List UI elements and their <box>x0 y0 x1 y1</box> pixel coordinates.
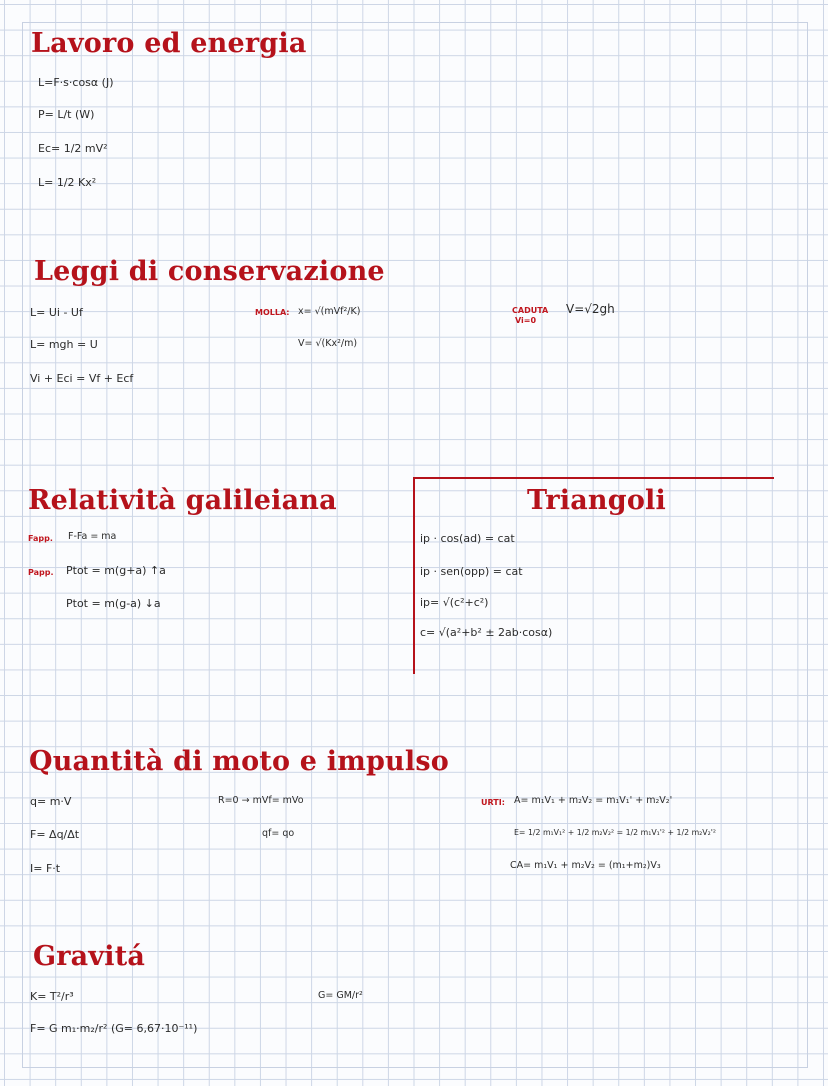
formula-tri-3: ip= √(c²+c²) <box>420 596 489 609</box>
label-papp: Papp. <box>28 568 54 577</box>
formula-tri-2: ip · sen(opp) = cat <box>420 565 523 578</box>
formula-urti-1: A= m₁V₁ + m₂V₂ = m₁V₁' + m₂V₂' <box>514 795 673 806</box>
label-molla: MOLLA: <box>255 308 290 317</box>
formula-grav-2: F= G m₁·m₂/r² (G= 6,67·10⁻¹¹) <box>30 1022 198 1035</box>
formula-cons-1: L= Ui - Uf <box>30 306 83 319</box>
heading-lavoro: Lavoro ed energia <box>31 28 307 59</box>
formula-potenza: P= L/t (W) <box>38 108 95 121</box>
label-fapp: Fapp. <box>28 534 53 543</box>
formula-energia-cinetica: Ec= 1/2 mV² <box>38 142 108 155</box>
formula-caduta: V=√2gh <box>566 302 615 316</box>
formula-papp-1: Ptot = m(g+a) ↑a <box>66 564 166 577</box>
label-caduta-sub: Vi=0 <box>515 316 537 325</box>
triangoli-left-border <box>413 478 415 674</box>
formula-qm-2: F= Δq/Δt <box>30 828 80 841</box>
heading-quantita: Quantità di moto e impulso <box>29 746 449 777</box>
formula-urti-3: CA= m₁V₁ + m₂V₂ = (m₁+m₂)V₃ <box>510 860 661 871</box>
heading-relativita: Relatività galileiana <box>28 485 337 516</box>
triangoli-top-border <box>413 477 774 479</box>
formula-papp-2: Ptot = m(g-a) ↓a <box>66 597 161 610</box>
heading-conservazione: Leggi di conservazione <box>34 256 385 287</box>
formula-lavoro-molla: L= 1/2 Kx² <box>38 176 97 189</box>
formula-grav-1: K= T²/r³ <box>30 990 74 1003</box>
formula-urti-2: E= 1/2 m₁V₁² + 1/2 m₂V₂² = 1/2 m₁V₁'² + 1/2 m₂V₂'² <box>514 828 717 837</box>
formula-molla-2: V= √(Kx²/m) <box>298 338 358 349</box>
heading-gravita: Gravitá <box>33 941 146 972</box>
heading-triangoli: Triangoli <box>527 485 666 516</box>
label-urti: URTI: <box>481 798 505 807</box>
formula-cons-3: Vi + Eci = Vf + Ecf <box>30 372 134 385</box>
formula-cons-2: L= mgh = U <box>30 338 98 351</box>
page-border <box>22 22 808 1068</box>
formula-molla-1: x= √(mVf²/K) <box>298 306 361 317</box>
formula-qm-mid-1: R=0 → mVf= mVo <box>218 795 304 806</box>
formula-tri-4: c= √(a²+b² ± 2ab·cosα) <box>420 626 553 639</box>
label-caduta: CADUTA <box>512 306 549 315</box>
formula-fapp: F-Fa = ma <box>68 531 117 542</box>
formula-qm-1: q= m·V <box>30 795 72 808</box>
formula-qm-mid-2: qf= qo <box>262 828 295 839</box>
formula-grav-side: G= GM/r² <box>318 990 363 1001</box>
formula-tri-1: ip · cos(ad) = cat <box>420 532 515 545</box>
formula-qm-3: I= F·t <box>30 862 61 875</box>
formula-lavoro: L=F·s·cosα (J) <box>38 76 114 89</box>
